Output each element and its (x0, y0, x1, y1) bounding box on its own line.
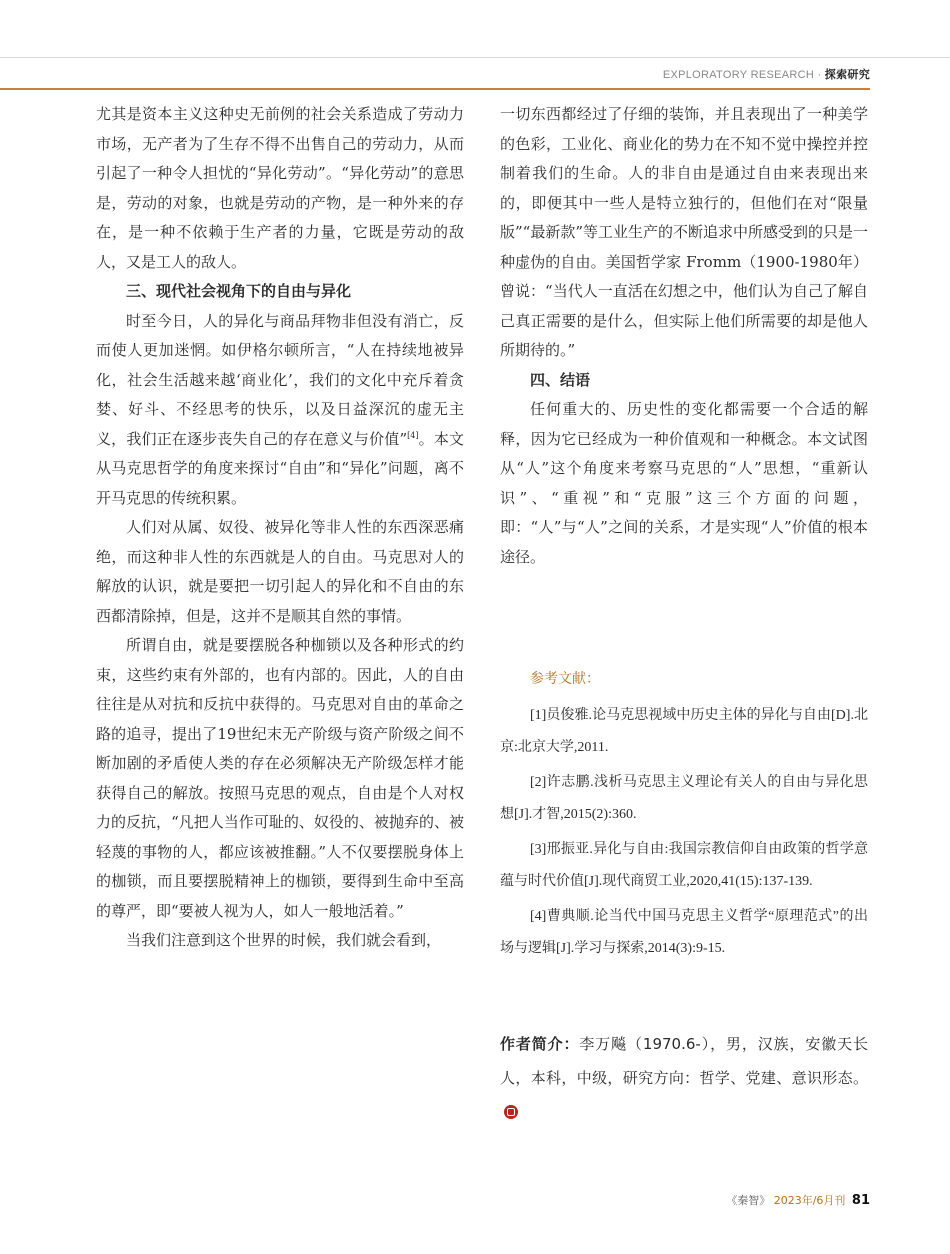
page-number: 81 (851, 1193, 870, 1208)
section-heading-3: 三、现代社会视角下的自由与异化 (126, 282, 352, 300)
orange-divider (0, 88, 870, 90)
reference-item: [3]邢振亚.异化与自由:我国宗教信仰自由政策的哲学意蕴与时代价值[J].现代商贸工业,2020,41(15):137-139. (500, 842, 868, 889)
footer-issue: 2023年/6月刊 (773, 1194, 846, 1207)
right-paragraph-2: 任何重大的、历史性的变化都需要一个合适的解释，因为它已经成为一种价值观和一种概念。本文试图从“人”这个角度来考察马克思的“人”思想，“重新认识”、“重视”和“克服”这三个方面的问题，即：“人”与“人”之间的关系，才是实现“人”价值的根本途径。 (500, 400, 868, 566)
end-seal-icon (504, 1105, 518, 1119)
right-paragraph-1: 一切东西都经过了仔细的装饰，并且表现出了一种美学的色彩，工业化、商业化的势力在不知不觉中操控并控制着我们的生命。人的非自由是通过自由来表现出来的，即便其中一些人是特立独行的，但他们在对“限量版”“最新款”等工业生产的不断追求中所感受到的只是一种虚伪的自由。美国哲学家 Fromm（1900-1980年）曾说：“当代人一直活在幻想之中，他们认为自己了解自己真正需要的是什么，但实际上他们所需要的却是他人所期待的。” (500, 105, 869, 359)
header-label: EXPLORATORY RESEARCH (662, 69, 815, 81)
citation-marker: [4] (407, 430, 419, 440)
reference-item: [4]曹典顺.论当代中国马克思主义哲学“原理范式”的出场与逻辑[J].学习与探索,2014(3):9-15. (500, 909, 868, 956)
references-title: 参考文献： (530, 671, 600, 687)
header-section: 探索研究 (824, 69, 870, 81)
header-separator: · (817, 69, 822, 81)
footer-journal: 《秦智》 (726, 1194, 771, 1207)
author-text: 李万飚（1970.6-），男，汉族，安徽天长人，本科，中级，研究方向：哲学、党建、意识形态。 (500, 1035, 868, 1087)
left-paragraph-2-a: 时至今日，人的异化与商品拜物非但没有消亡，反而使人更加迷惘。如伊格尔顿所言，“人在持续地被异化，社会生活越来越‘商业化’，我们的文化中充斥着贪婪、好斗、不经思考的快乐，以及日益深沉的虚无主义，我们正在逐步丧失自己的存在意义与价值” (96, 311, 464, 448)
reference-item: [2]许志鹏.浅析马克思主义理论有关人的自由与异化思想[J].才智,2015(2):360. (500, 775, 868, 822)
reference-item: [1]员俊雅.论马克思视域中历史主体的异化与自由[D].北京:北京大学,2011. (500, 708, 868, 755)
header-rule (0, 57, 950, 58)
author-label: 作者简介： (500, 1035, 580, 1053)
left-paragraph-2-b: 。本文从马克思哲学的角度来探讨“自由”和“异化”问题，离不开马克思的传统积累。 (96, 429, 464, 507)
right-column (500, 100, 868, 572)
left-paragraph-5: 当我们注意到这个世界的时候，我们就会看到， (126, 931, 442, 949)
left-paragraph-4: 所谓自由，就是要摆脱各种枷锁以及各种形式的约束，这些约束有外部的，也有内部的。因此，人的自由往往是从对抗和反抗中获得的。马克思对自由的革命之路的追寻，提出了19世纪末无产阶级与资产阶级之间不断加剧的矛盾使人类的存在必须解决无产阶级怎样才能获得自己的解放。按照马克思的观点，自由是个人对权力的反抗，“凡把人当作可耻的、奴役的、被抛弃的、被轻蔑的事物的人，都应该被推翻。”人不仅要摆脱身体上的枷锁，而且要摆脱精神上的枷锁，要得到生命中至高的尊严，即“要被人视为人，如人一般地活着。” (96, 636, 464, 920)
running-header (663, 66, 870, 82)
left-column (96, 100, 464, 956)
left-paragraph-1: 尤其是资本主义这种史无前例的社会关系造成了劳动力市场，无产者为了生存不得不出售自己的劳动力，从而引起了一种令人担忧的“异化劳动”。“异化劳动”的意思是，劳动的对象，也就是劳动的产物，是一种外来的存在，是一种不依赖于生产者的力量，它既是劳动的敌人，又是工人的敌人。 (96, 105, 464, 271)
left-paragraph-3: 人们对从属、奴役、被异化等非人性的东西深恶痛绝，而这种非人性的东西就是人的自由。马克思对人的解放的认识，就是要把一切引起人的异化和不自由的东西都清除掉，但是，这并不是顺其自然的事情。 (96, 518, 464, 625)
author-bio (500, 1027, 868, 1129)
left-paragraph-2 (96, 307, 464, 514)
references-list (500, 700, 868, 968)
page-footer (726, 1192, 870, 1208)
section-heading-4: 四、结语 (530, 370, 591, 389)
